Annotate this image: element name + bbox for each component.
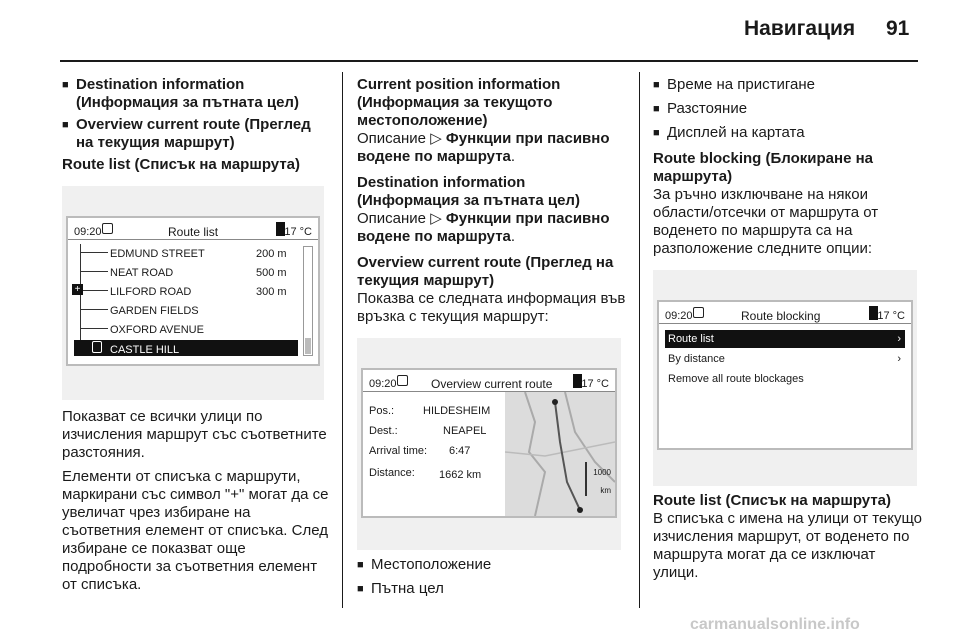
- column-divider-2: [639, 72, 640, 608]
- page-number: 91: [886, 17, 910, 40]
- menu-item-route-list[interactable]: Route list ›: [665, 330, 905, 348]
- bullet-map-display: ■ Дисплей на картата: [653, 124, 805, 141]
- route-list-heading: Route list (Списък на маршрута): [62, 156, 301, 173]
- scroll-thumb[interactable]: [305, 338, 311, 354]
- cross-reference-arrow-icon: ▷: [430, 130, 442, 147]
- route-list-exclude-description: В списъка с имена на улици от текущо изчисления маршрут, от воденето по маршрута могат да се изключат улици.: [653, 510, 923, 581]
- route-row[interactable]: GARDEN FIELDS: [110, 305, 199, 317]
- route-row[interactable]: NEAT ROAD: [110, 267, 174, 279]
- route-blocking-heading: Route blocking (Блокиране на маршрута): [653, 150, 873, 185]
- route-row[interactable]: EDMUND STREET: [110, 248, 205, 260]
- clock-icon: [397, 375, 408, 386]
- route-list-screenshot: [62, 186, 324, 400]
- bullet-arrival-time: ■ Време на пристигане: [653, 76, 816, 93]
- route-blocking-screenshot: [653, 270, 917, 486]
- flag-icon: [92, 341, 102, 353]
- column-2: [357, 76, 627, 598]
- cross-reference-arrow-icon: ▷: [430, 210, 442, 227]
- bullet-destination-information: ■ Destination information (Информация за пътната цел): [62, 76, 299, 111]
- column-1: [62, 76, 330, 594]
- menu-item-remove-all-blockages[interactable]: Remove all route blockages: [668, 373, 804, 385]
- page-section-title: Навигация: [744, 17, 856, 40]
- bullet-distance: ■ Разстояние: [653, 100, 748, 117]
- expand-items-description: Елементи от списъка с маршрути, маркирани със символ "+" могат да се увеличат чрез избиране на съответния елемент от списъка. След избиране се показват още подробности за съответния елемент от списъка.: [62, 468, 329, 593]
- route-blocking-display: 09:20 Route blocking 17 °C Route list › By distance › Remove all route blockages: [657, 300, 913, 450]
- expand-plus-icon[interactable]: +: [72, 284, 83, 295]
- overview-route-description: Показва се следната информация във връзка с текущия маршрут:: [357, 290, 626, 325]
- overview-route-heading: Overview current route (Преглед на текущия маршрут): [357, 254, 614, 289]
- column-divider-1: [342, 72, 343, 608]
- map-scale: 1000 km: [593, 468, 611, 495]
- route-list-display: 09:20 Route list 17 °C + EDMUND STREET 200 m NEAT ROAD 500 m LILFORD ROAD 300 m GARDEN FIELDS OXFORD AVENUE CASTLE HILL: [66, 216, 320, 366]
- route-list-description: Показват се всички улици по изчисления маршрут със съответните разстояния.: [62, 408, 327, 461]
- menu-item-by-distance[interactable]: By distance ›: [665, 350, 905, 368]
- chevron-right-icon: ›: [897, 353, 901, 365]
- current-position-heading: Current position information (Информация за текущото местоположение): [357, 76, 561, 129]
- column-3: [653, 76, 923, 582]
- selected-route-row[interactable]: CASTLE HILL: [74, 340, 298, 356]
- route-list-heading-2: Route list (Списък на маршрута): [653, 492, 892, 509]
- chevron-right-icon: ›: [897, 333, 901, 345]
- bullet-destination: ■ Пътна цел: [357, 580, 444, 597]
- overview-route-display: 09:20 Overview current route 17 °C Pos.: HILDESHEIM Dest.: NEAPEL Arrival time: 6:47 Distance: 1662 km 1000 km: [361, 368, 617, 518]
- route-row[interactable]: LILFORD ROAD: [110, 286, 192, 298]
- overview-route-screenshot: [357, 338, 621, 550]
- scale-bar: [585, 462, 587, 496]
- route-blocking-description: За ръчно изключване на някои области/отсечки от маршрута от воденето по маршрута са на разположение следните опции:: [653, 186, 879, 257]
- clock-icon: [693, 307, 704, 318]
- route-map[interactable]: [505, 392, 615, 516]
- bullet-location: ■ Местоположение: [357, 556, 492, 573]
- watermark: carmanualsonline.info: [690, 616, 860, 633]
- destination-information-reference: Описание ▷ Функции при пасивно водене по маршрута.: [357, 210, 610, 245]
- clock-icon: [102, 223, 113, 234]
- current-position-reference: Описание ▷ Функции при пасивно водене по маршрута.: [357, 130, 610, 165]
- scrollbar[interactable]: [303, 246, 313, 356]
- route-row[interactable]: OXFORD AVENUE: [110, 324, 204, 336]
- destination-information-heading: Destination information (Информация за пътната цел): [357, 174, 580, 209]
- bullet-overview-current-route: ■ Overview current route (Преглед на текущия маршрут): [62, 116, 311, 151]
- header-rule: [60, 60, 918, 62]
